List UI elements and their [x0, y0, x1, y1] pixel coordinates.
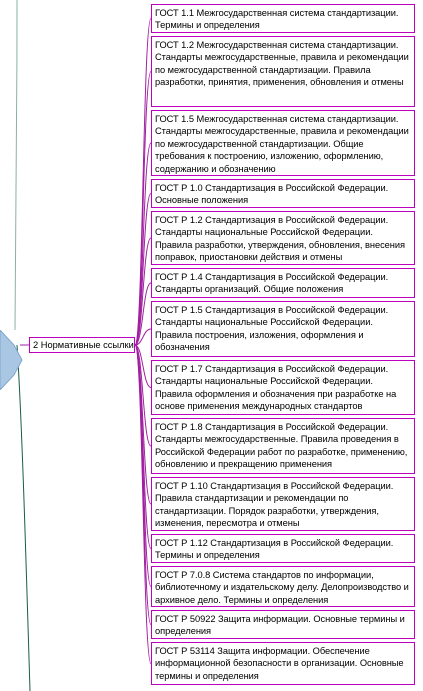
ref-node-gost-r-1-5[interactable]: [151, 301, 415, 357]
ref-node-gost-r-53114[interactable]: [151, 642, 415, 685]
central-node-normative-references[interactable]: [29, 337, 135, 353]
ref-node-label: ГОСТ 1.2 Межгосударственная система стандартизации. Стандарты межгосударственные, правила и рекомендации по межгосударственной стандартизации. Правила разработки, принятия, применения, обновления и отмены: [155, 40, 409, 88]
ref-node-label: ГОСТ Р 1.0 Стандартизация в Российской Федерации. Основные положения: [155, 183, 389, 206]
ref-node-label: ГОСТ Р 1.4 Стандартизация в Российской Федерации. Стандарты организаций. Общие положения: [155, 272, 389, 295]
ref-node-label: ГОСТ Р 1.5 Стандартизация в Российской Федерации. Стандарты национальные Российской Федерации. Правила построения, изложения, оформления и обозначения: [155, 305, 389, 353]
ref-node-gost-r-1-8[interactable]: [151, 418, 415, 474]
ref-node-gost-1-5[interactable]: [151, 110, 415, 176]
ref-node-gost-r-1-12[interactable]: [151, 534, 415, 563]
ref-node-label: ГОСТ Р 1.2 Стандартизация в Российской Федерации. Стандарты национальные Российской Федерации. Правила разработки, утверждения, обновления, внесения поправок, приостановки действия и отмены: [155, 215, 405, 263]
central-node-label: 2 Нормативные ссылки: [33, 340, 134, 350]
ref-node-label: ГОСТ 1.5 Межгосударственная система стандартизации. Стандарты межгосударственные, правила и рекомендации по межгосударственной стандартизации. Общие требования к построению, изложению, оформлению, содержанию и обозначению: [155, 114, 409, 174]
ref-node-label: ГОСТ Р 50922 Защита информации. Основные термины и определения: [155, 614, 405, 637]
ref-node-gost-r-50922[interactable]: [151, 610, 415, 639]
ref-node-gost-r-7-0-8[interactable]: [151, 566, 415, 607]
ref-node-label: ГОСТ Р 1.10 Стандартизация в Российской Федерации. Правила стандартизации и рекомендации по стандартизации. Порядок разработки, утверждения, изменения, пересмотра и отмены: [155, 481, 394, 529]
connector-line: [135, 345, 151, 587]
ref-node-label: ГОСТ Р 1.8 Стандартизация в Российской Федерации. Стандарты межгосударственные. Правила проведения в Российской Федерации работ по разработке, применению, обновлению и прекращению применения: [155, 422, 408, 470]
ref-node-label: ГОСТ Р 7.0.8 Система стандартов по информации, библиотечному и издательскому делу. Делопроизводство и архивное дело. Термины и определения: [155, 570, 409, 605]
ref-node-gost-r-1-7[interactable]: [151, 360, 415, 415]
ref-node-gost-1-1[interactable]: [151, 4, 415, 33]
ref-node-gost-r-1-4[interactable]: [151, 268, 415, 298]
collapsed-parent-shape: [0, 330, 24, 390]
ref-node-gost-r-1-10[interactable]: [151, 477, 415, 531]
ref-node-label: ГОСТ Р 1.12 Стандартизация в Российской Федерации. Термины и определения: [155, 538, 394, 561]
trunk-connector-upper: [15, 0, 17, 330]
trunk-connector: [17, 345, 30, 691]
connector-line: [135, 72, 151, 346]
ref-node-gost-r-1-0[interactable]: [151, 179, 415, 208]
ref-node-label: ГОСТ Р 1.7 Стандартизация в Российской Федерации. Стандарты национальные Российской Федерации. Правила оформления и обозначения при разработке на основе применения международных стандартов: [155, 364, 397, 412]
ref-node-gost-r-1-2[interactable]: [151, 211, 415, 265]
ref-node-label: ГОСТ 1.1 Межгосударственная система стандартизации. Термины и определения: [155, 8, 399, 31]
ref-node-gost-1-2[interactable]: [151, 36, 415, 107]
ref-node-label: ГОСТ Р 53114 Защита информации. Обеспечение информационной безопасности в организации. Основные термины и определения: [155, 646, 404, 681]
